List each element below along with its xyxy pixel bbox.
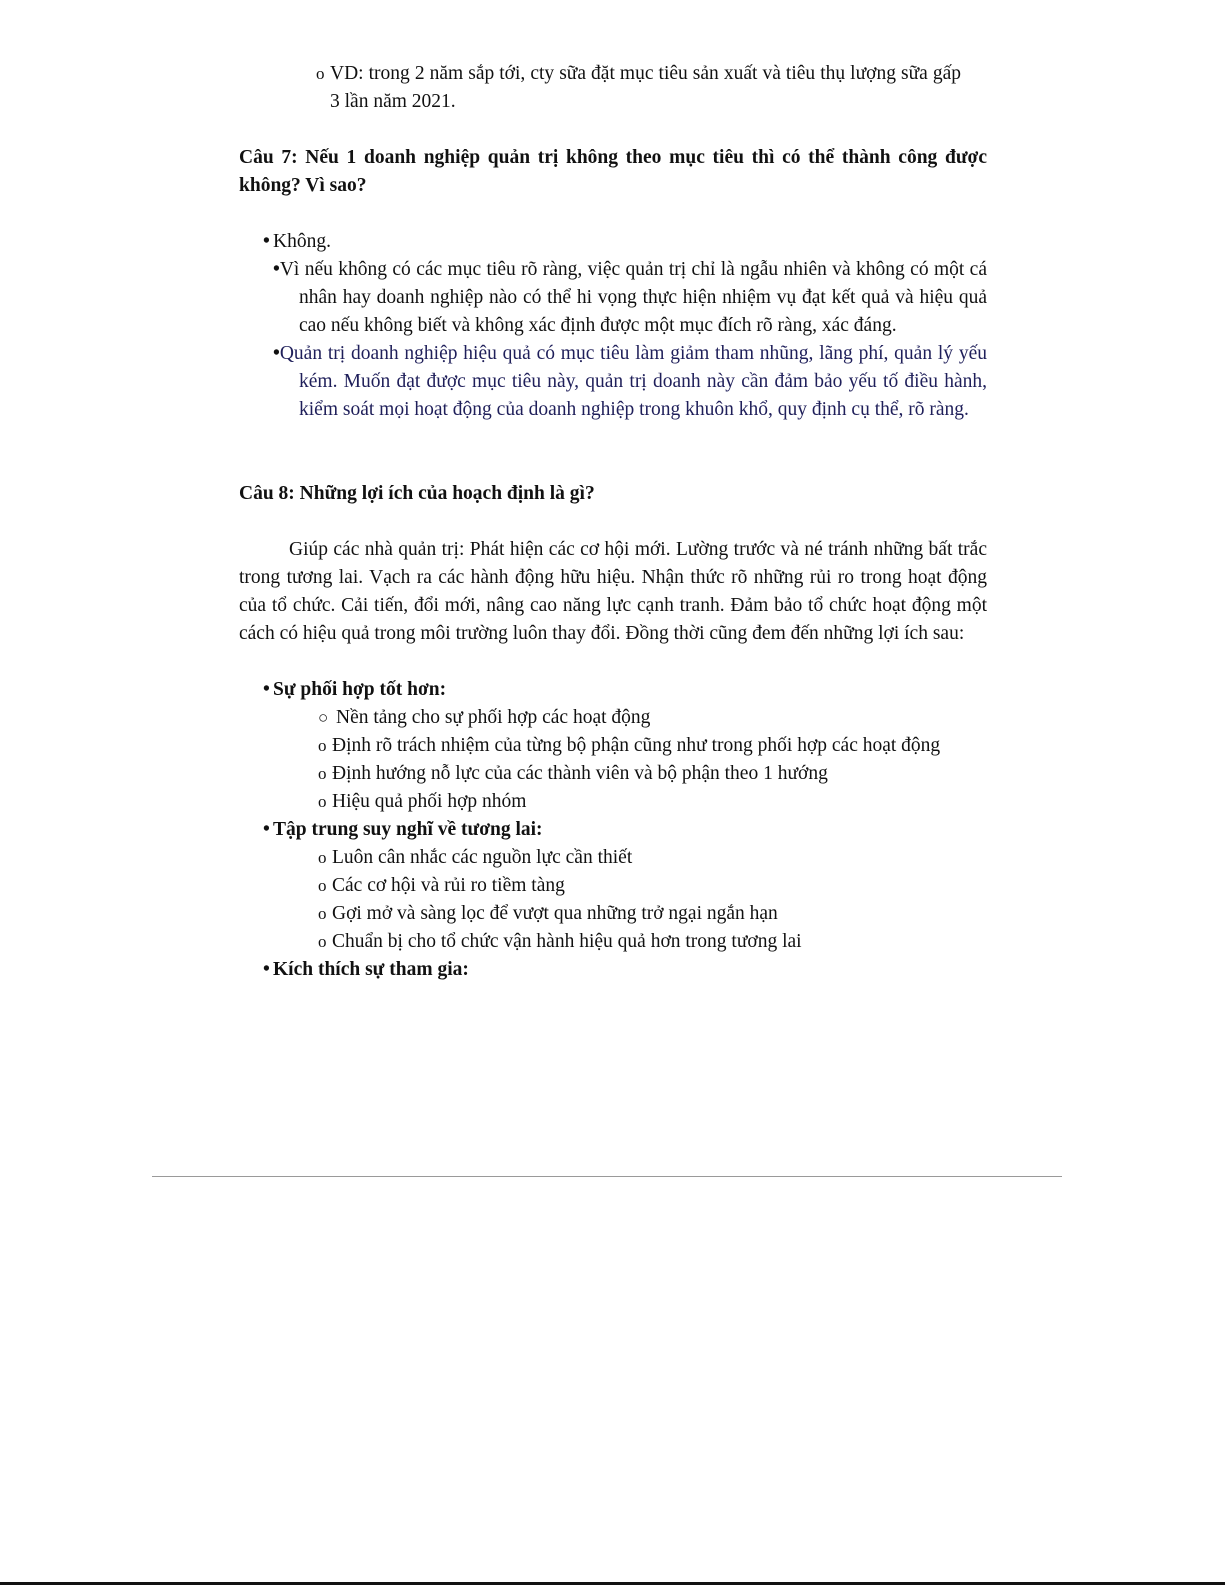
benefit-heading [263,676,987,704]
bullet-marker: • [263,819,270,840]
q7-bullet [263,228,987,256]
benefit-item [318,872,973,900]
benefit-item-text: Luôn cân nhắc các nguồn lực cần thiết [332,847,633,868]
benefit-item [318,844,973,872]
benefit-item [318,788,973,816]
sub-marker: o [318,848,327,867]
benefit-heading-text: Sự phối hợp tốt hơn: [273,679,447,700]
benefit-item [318,928,973,956]
benefit-item [318,704,973,732]
benefit-heading-text: Tập trung suy nghĩ về tương lai: [273,819,543,840]
bullet-marker: • [273,343,280,364]
bullet-marker: • [263,231,270,252]
benefit-item [318,760,973,788]
bullet-marker: • [263,959,270,980]
benefit-item-text: Chuẩn bị cho tổ chức vận hành hiệu quả hơn trong tương lai [332,931,802,952]
sub-marker: o [318,792,327,811]
document-content [239,60,987,984]
q7-bullet-text: Vì nếu không có các mục tiêu rõ ràng, việc quản trị chỉ là ngẫu nhiên và không có một cá nhân hay doanh nghiệp nào có thể hi vọng thực hiện nhiệm vụ đạt kết quả và hiệu quả cao nếu không biết và không xác định được một mục đích rõ ràng, xác đáng. [279,259,987,336]
q7-bullet-text: Không. [273,231,331,252]
q7-bullet [263,340,987,424]
benefit-item-text: Nền tảng cho sự phối hợp các hoạt động [336,707,651,728]
benefit-item [318,732,961,760]
sub-marker: o [318,932,327,951]
example-item [316,60,961,116]
question-8-intro: Giúp các nhà quản trị: Phát hiện các cơ hội mới. Lường trước và né tránh những bất trắc trong tương lai. Vạch ra các hành động hữu hiệu. Nhận thức rõ những rủi ro trong hoạt động của tổ chức. Cải tiến, đổi mới, nâng cao năng lực cạnh tranh. Đảm bảo tổ chức hoạt động một cách có hiệu quả trong môi trường luôn thay đổi. Đồng thời cũng đem đến những lợi ích sau: [239,539,987,644]
benefit-item-text: Các cơ hội và rủi ro tiềm tàng [332,875,565,896]
bullet-marker: • [263,679,270,700]
sub-marker: ○ [318,708,329,727]
benefit-item-text: Hiệu quả phối hợp nhóm [332,791,527,812]
sub-marker: o [316,64,325,83]
benefit-heading [263,816,987,844]
question-7-title: Câu 7: Nếu 1 doanh nghiệp quản trị không theo mục tiêu thì có thể thành công được không? Vì sao? [239,147,987,196]
sub-marker: o [318,764,327,783]
benefit-heading-text: Kích thích sự tham gia: [273,959,469,980]
benefit-item [318,900,973,928]
sub-marker: o [318,904,327,923]
question-7-answers [239,228,987,424]
sub-marker: o [318,876,327,895]
q7-bullet [263,256,987,340]
benefit-item-text: Định hướng nỗ lực của các thành viên và bộ phận theo 1 hướng [332,763,828,784]
question-8-title: Câu 8: Những lợi ích của hoạch định là gì? [239,483,595,504]
sub-marker: o [318,736,327,755]
benefit-item-text: Định rõ trách nhiệm của từng bộ phận cũng như trong phối hợp các hoạt động [332,735,941,756]
benefit-heading [263,956,987,984]
example-text: VD: trong 2 năm sắp tới, cty sữa đặt mục tiêu sản xuất và tiêu thụ lượng sữa gấp 3 lần năm 2021. [330,63,961,112]
page-divider [152,1176,1062,1177]
bullet-marker: • [273,259,280,280]
q7-bullet-text: Quản trị doanh nghiệp hiệu quả có mục tiêu làm giảm tham nhũng, lãng phí, quản lý yếu kém. Muốn đạt được mục tiêu này, quản trị doanh này cần đảm bảo yếu tố điều hành, kiểm soát mọi hoạt động của doanh nghiệp trong khuôn khổ, quy định cụ thể, rõ ràng. [279,343,987,420]
benefit-item-text: Gợi mở và sàng lọc để vượt qua những trở ngại ngắn hạn [332,903,778,924]
